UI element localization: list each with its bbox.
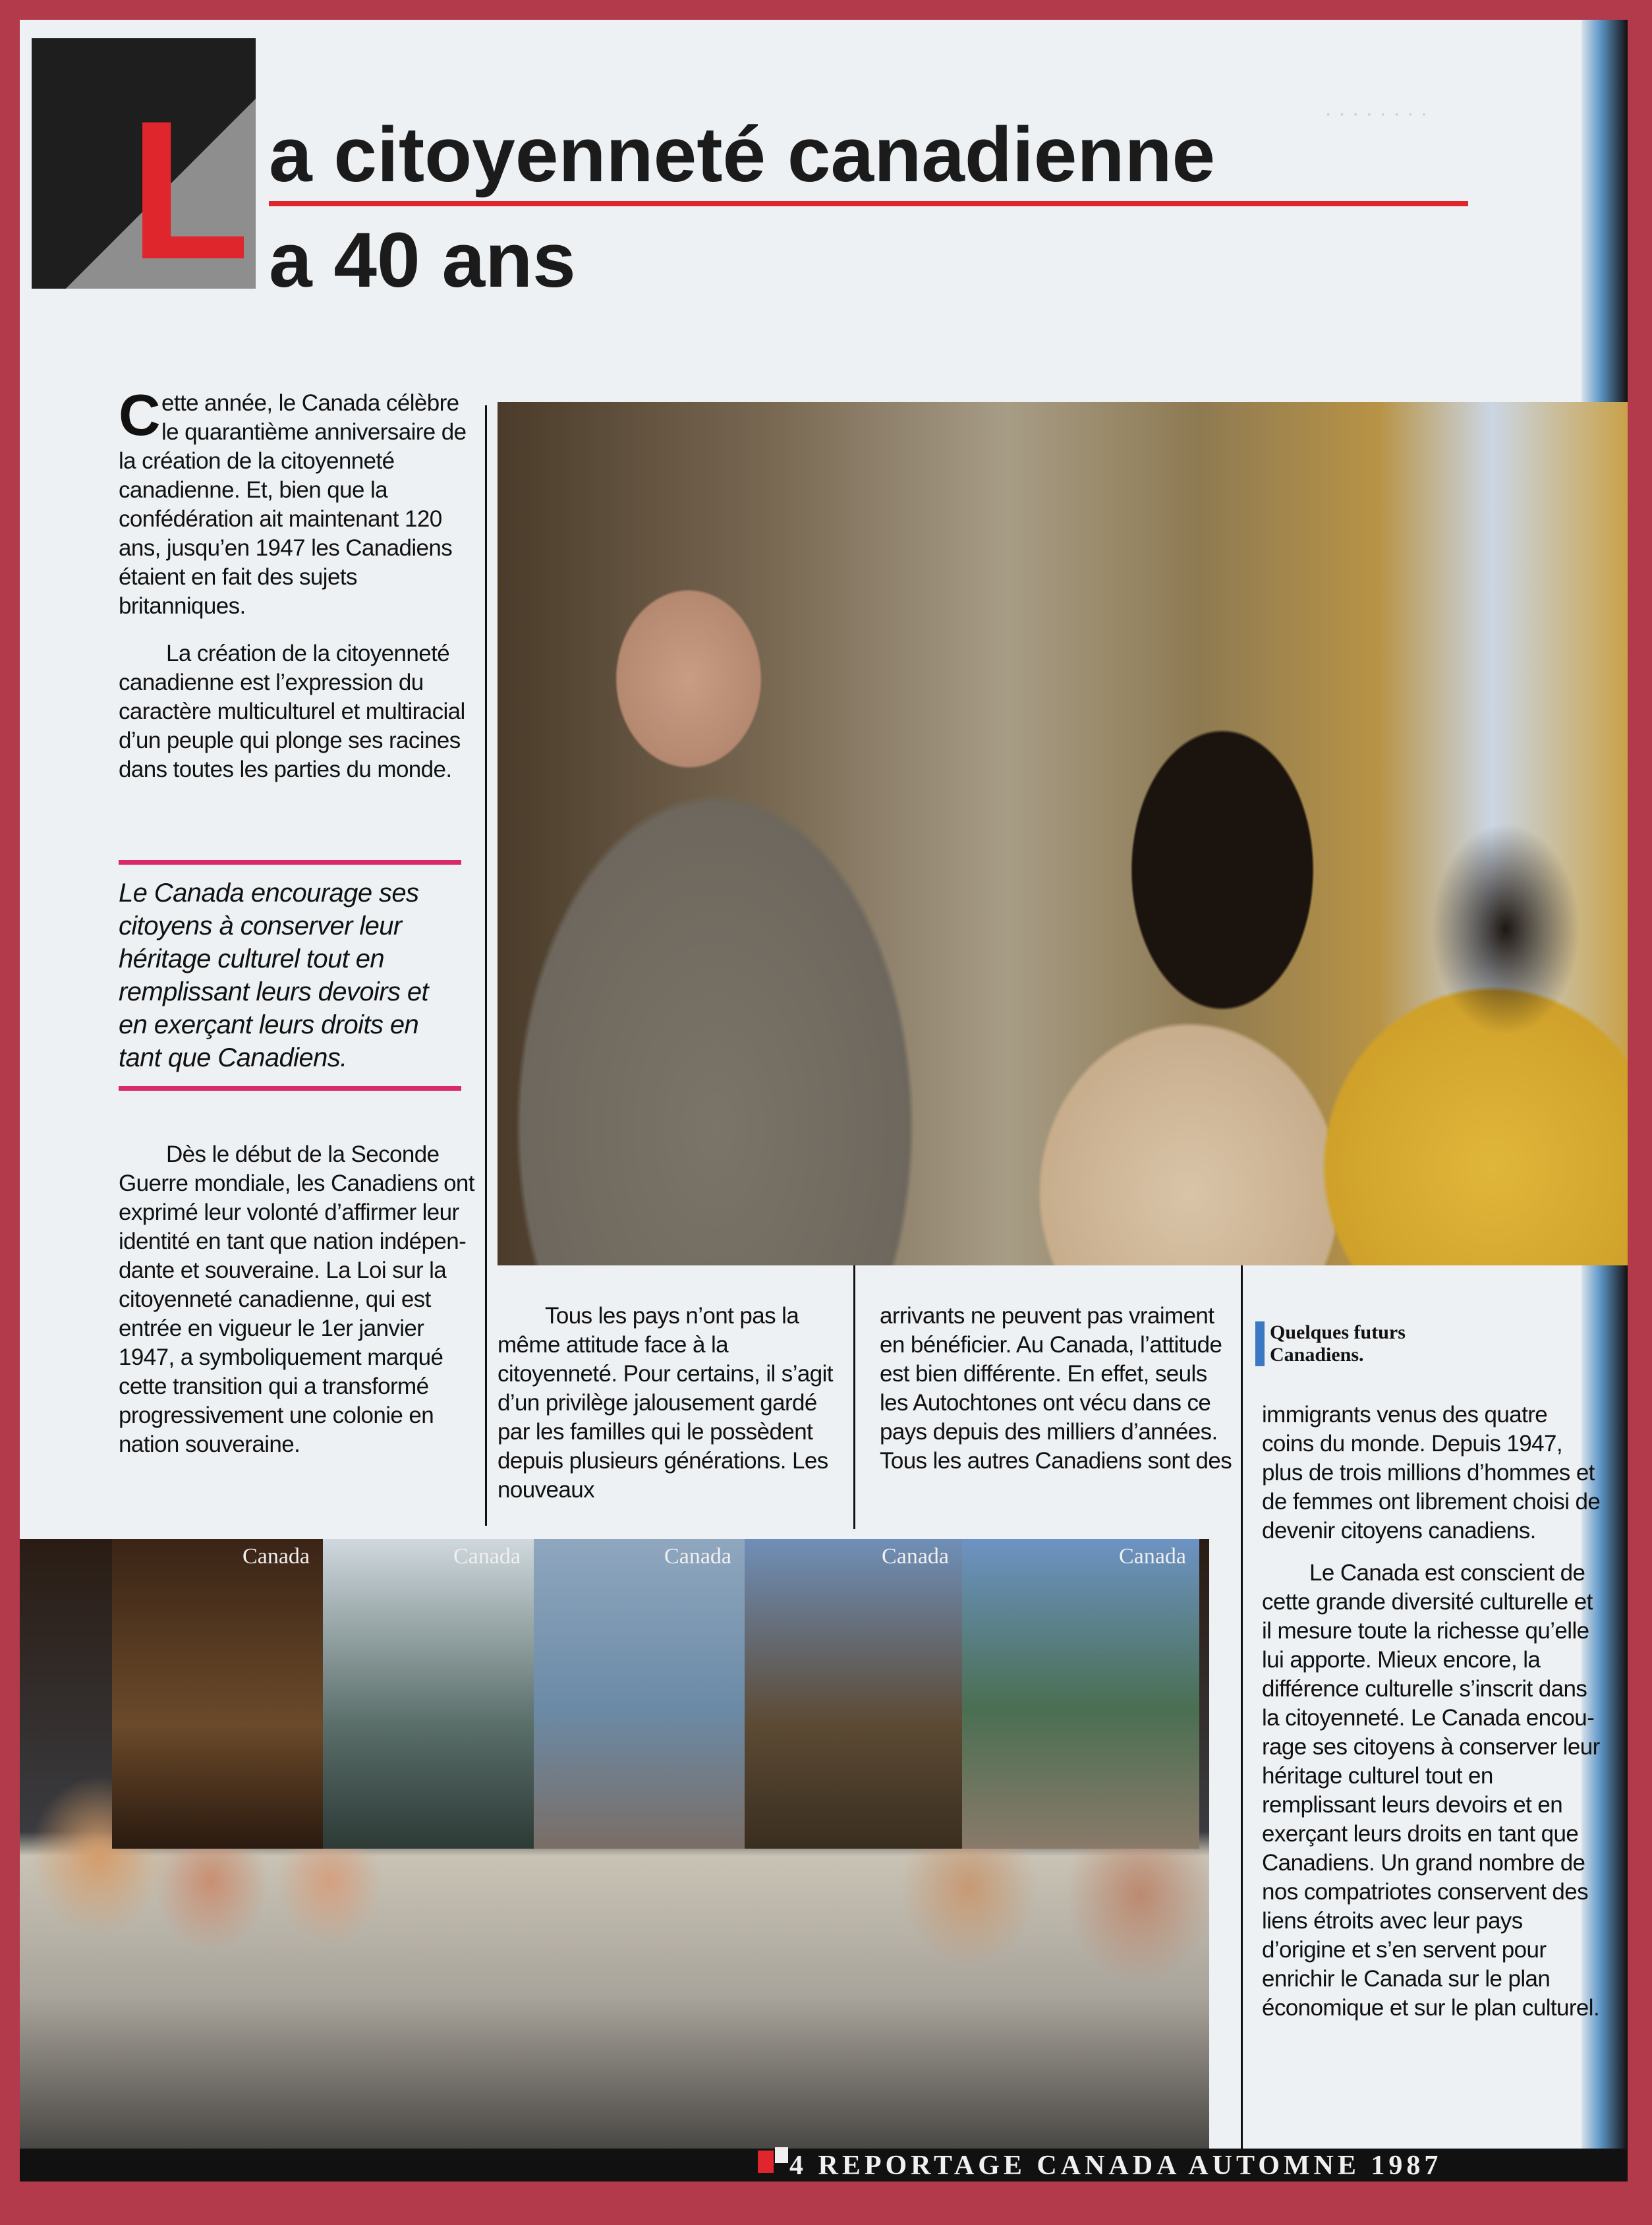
body-dropcap: C bbox=[119, 382, 160, 448]
headline-rule bbox=[269, 201, 1468, 206]
column-divider bbox=[1241, 1265, 1243, 2149]
column1-bottom bbox=[119, 1140, 474, 1478]
headline-line1: a citoyenneté canadienne bbox=[269, 111, 1216, 198]
pullquote: Le Canada encourage ses citoyens à conserver leur héritage culturel tout en remplissant leurs devoirs et en exerçant leurs droits en tant que Canadiens. bbox=[119, 860, 461, 1091]
photo-caption: Quelques futurs Canadiens. bbox=[1255, 1321, 1487, 1366]
poster: Canada bbox=[962, 1539, 1199, 1849]
column4 bbox=[1262, 1401, 1605, 2041]
column1-top bbox=[119, 382, 474, 803]
column-divider bbox=[485, 405, 487, 1526]
column1-paragraph3: Dès le début de la Seconde Guerre mondiale, les Canadiens ont exprimé leur volonté d’affirmer leur identité en tant que nation indépendante et souveraine. La Loi sur la citoyenneté canadienne, qui est entrée en vigueur le 1er janvier 1947, a symboliquement marqué cette transition qui a transformé progressivement une colonie en nation souveraine. bbox=[119, 1141, 474, 1457]
footer-logo-mark bbox=[775, 2147, 788, 2163]
column3-paragraph: arrivants ne peuvent pas vraiment en bénéficier. Au Canada, l’attitude est bien différente. En effet, seuls les Autochtones ont vécu dans ce pays depuis des milliers d’années. Tous les autres Canadiens sont des bbox=[880, 1303, 1232, 1474]
magazine-page bbox=[20, 20, 1628, 2182]
poster: Canada bbox=[534, 1539, 745, 1849]
poster: Canada bbox=[745, 1539, 962, 1849]
poster: Canada bbox=[112, 1539, 323, 1849]
poster: Canada bbox=[323, 1539, 534, 1849]
footer-folio: 4 REPORTAGE CANADA AUTOMNE 1987 bbox=[789, 2151, 1442, 2181]
bleed-through-text: · · · · · · · · bbox=[1324, 101, 1428, 126]
column2 bbox=[498, 1302, 840, 1523]
headline-drop-letter: L bbox=[129, 79, 250, 301]
column4-paragraph1: immigrants venus des quatre coins du monde. Depuis 1947, plus de trois millions d’hommes et de femmes ont librement choisi de devenir citoyens canadiens. bbox=[1262, 1402, 1601, 1544]
column-divider bbox=[853, 1265, 855, 1529]
column4-paragraph2: Le Canada est conscient de cette grande diversité culturelle et il mesure toute la richesse qu’elle lui apporte. Mieux encore, la différence culturelle s’inscrit dans la citoyenneté. Le Canada encourage ses citoyens à conserver leur héritage culturel tout en remplissant leurs devoirs et en exerçant leurs droits en tant que Canadiens. Un grand nombre de nos compatriotes conservent des liens étroits avec leur pays d’origine et s’en servent pour enrichir le Canada sur le plan économique et sur le plan culturel. bbox=[1262, 1560, 1600, 2021]
photo-future-canadians bbox=[20, 1539, 1209, 2149]
column1-paragraph2: La création de la citoyenneté canadienne est l’expression du caractère multiculturel et multiracial d’un peuple qui plonge ses racines dans toutes les parties du monde. bbox=[119, 641, 465, 782]
footer-logo-mark bbox=[758, 2151, 774, 2173]
headline-line2: a 40 ans bbox=[269, 217, 576, 304]
photo-citizenship-ceremony bbox=[498, 402, 1628, 1265]
column2-paragraph: Tous les pays n’ont pas la même attitude face à la citoyenneté. Pour certains, il s’agit d’un privilège jalousement gardé par les familles qui le possèdent depuis plusieurs générations. Les nouveaux bbox=[498, 1303, 833, 1503]
headline-dropcap-block bbox=[32, 38, 256, 301]
column1-paragraph1: Cette année, le Canada célèbre le quarantième anniversaire de la création de la citoyenneté canadienne. Et, bien que la confédération ait maintenant 120 ans, jusqu’en 1947 les Canadiens étaient en fait des sujets britanniques. bbox=[119, 382, 467, 619]
column3 bbox=[880, 1302, 1239, 1494]
